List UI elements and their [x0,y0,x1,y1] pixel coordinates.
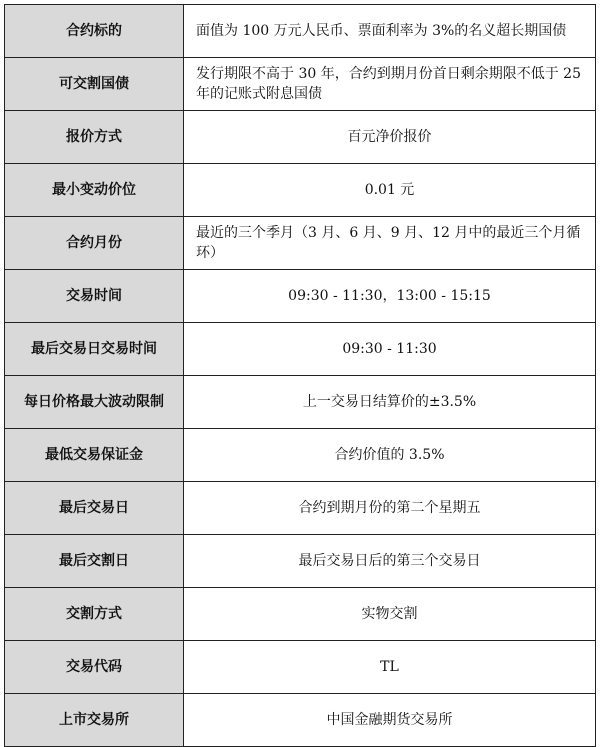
row-value: 合约价值的 3.5% [184,429,596,482]
row-label: 合约标的 [5,5,184,58]
table-row [5,323,596,376]
table-row [5,482,596,535]
row-value: 百元净价报价 [184,111,596,164]
row-label: 合约月份 [5,217,184,270]
table-row [5,111,596,164]
row-value: 中国金融期货交易所 [184,694,596,747]
row-label: 每日价格最大波动限制 [5,376,184,429]
row-value: 发行期限不高于 30 年，合约到期月份首日剩余期限不低于 25 年的记账式附息国债 [184,58,596,111]
row-value: 合约到期月份的第二个星期五 [184,482,596,535]
row-label: 可交割国债 [5,58,184,111]
row-label: 交割方式 [5,588,184,641]
table-row [5,588,596,641]
table-row [5,270,596,323]
row-value: TL [184,641,596,694]
row-label: 最后交易日交易时间 [5,323,184,376]
table-row [5,535,596,588]
row-value: 0.01 元 [184,164,596,217]
row-value: 09:30 - 11:30，13:00 - 15:15 [184,270,596,323]
row-label: 最后交易日 [5,482,184,535]
table-row [5,217,596,270]
row-label: 上市交易所 [5,694,184,747]
row-label: 最小变动价位 [5,164,184,217]
row-value: 面值为 100 万元人民币、票面利率为 3%的名义超长期国债 [184,5,596,58]
table-row [5,641,596,694]
row-label: 最后交割日 [5,535,184,588]
row-value: 上一交易日结算价的±3.5% [184,376,596,429]
row-label: 报价方式 [5,111,184,164]
row-label: 交易代码 [5,641,184,694]
row-value: 实物交割 [184,588,596,641]
table-row [5,58,596,111]
row-label: 最低交易保证金 [5,429,184,482]
contract-spec-table [4,4,596,747]
table-row [5,5,596,58]
table-row [5,694,596,747]
table-row [5,429,596,482]
table-row [5,164,596,217]
table-row [5,376,596,429]
row-label: 交易时间 [5,270,184,323]
row-value: 最后交易日后的第三个交易日 [184,535,596,588]
row-value: 最近的三个季月（3 月、6 月、9 月、12 月中的最近三个月循环） [184,217,596,270]
row-value: 09:30 - 11:30 [184,323,596,376]
